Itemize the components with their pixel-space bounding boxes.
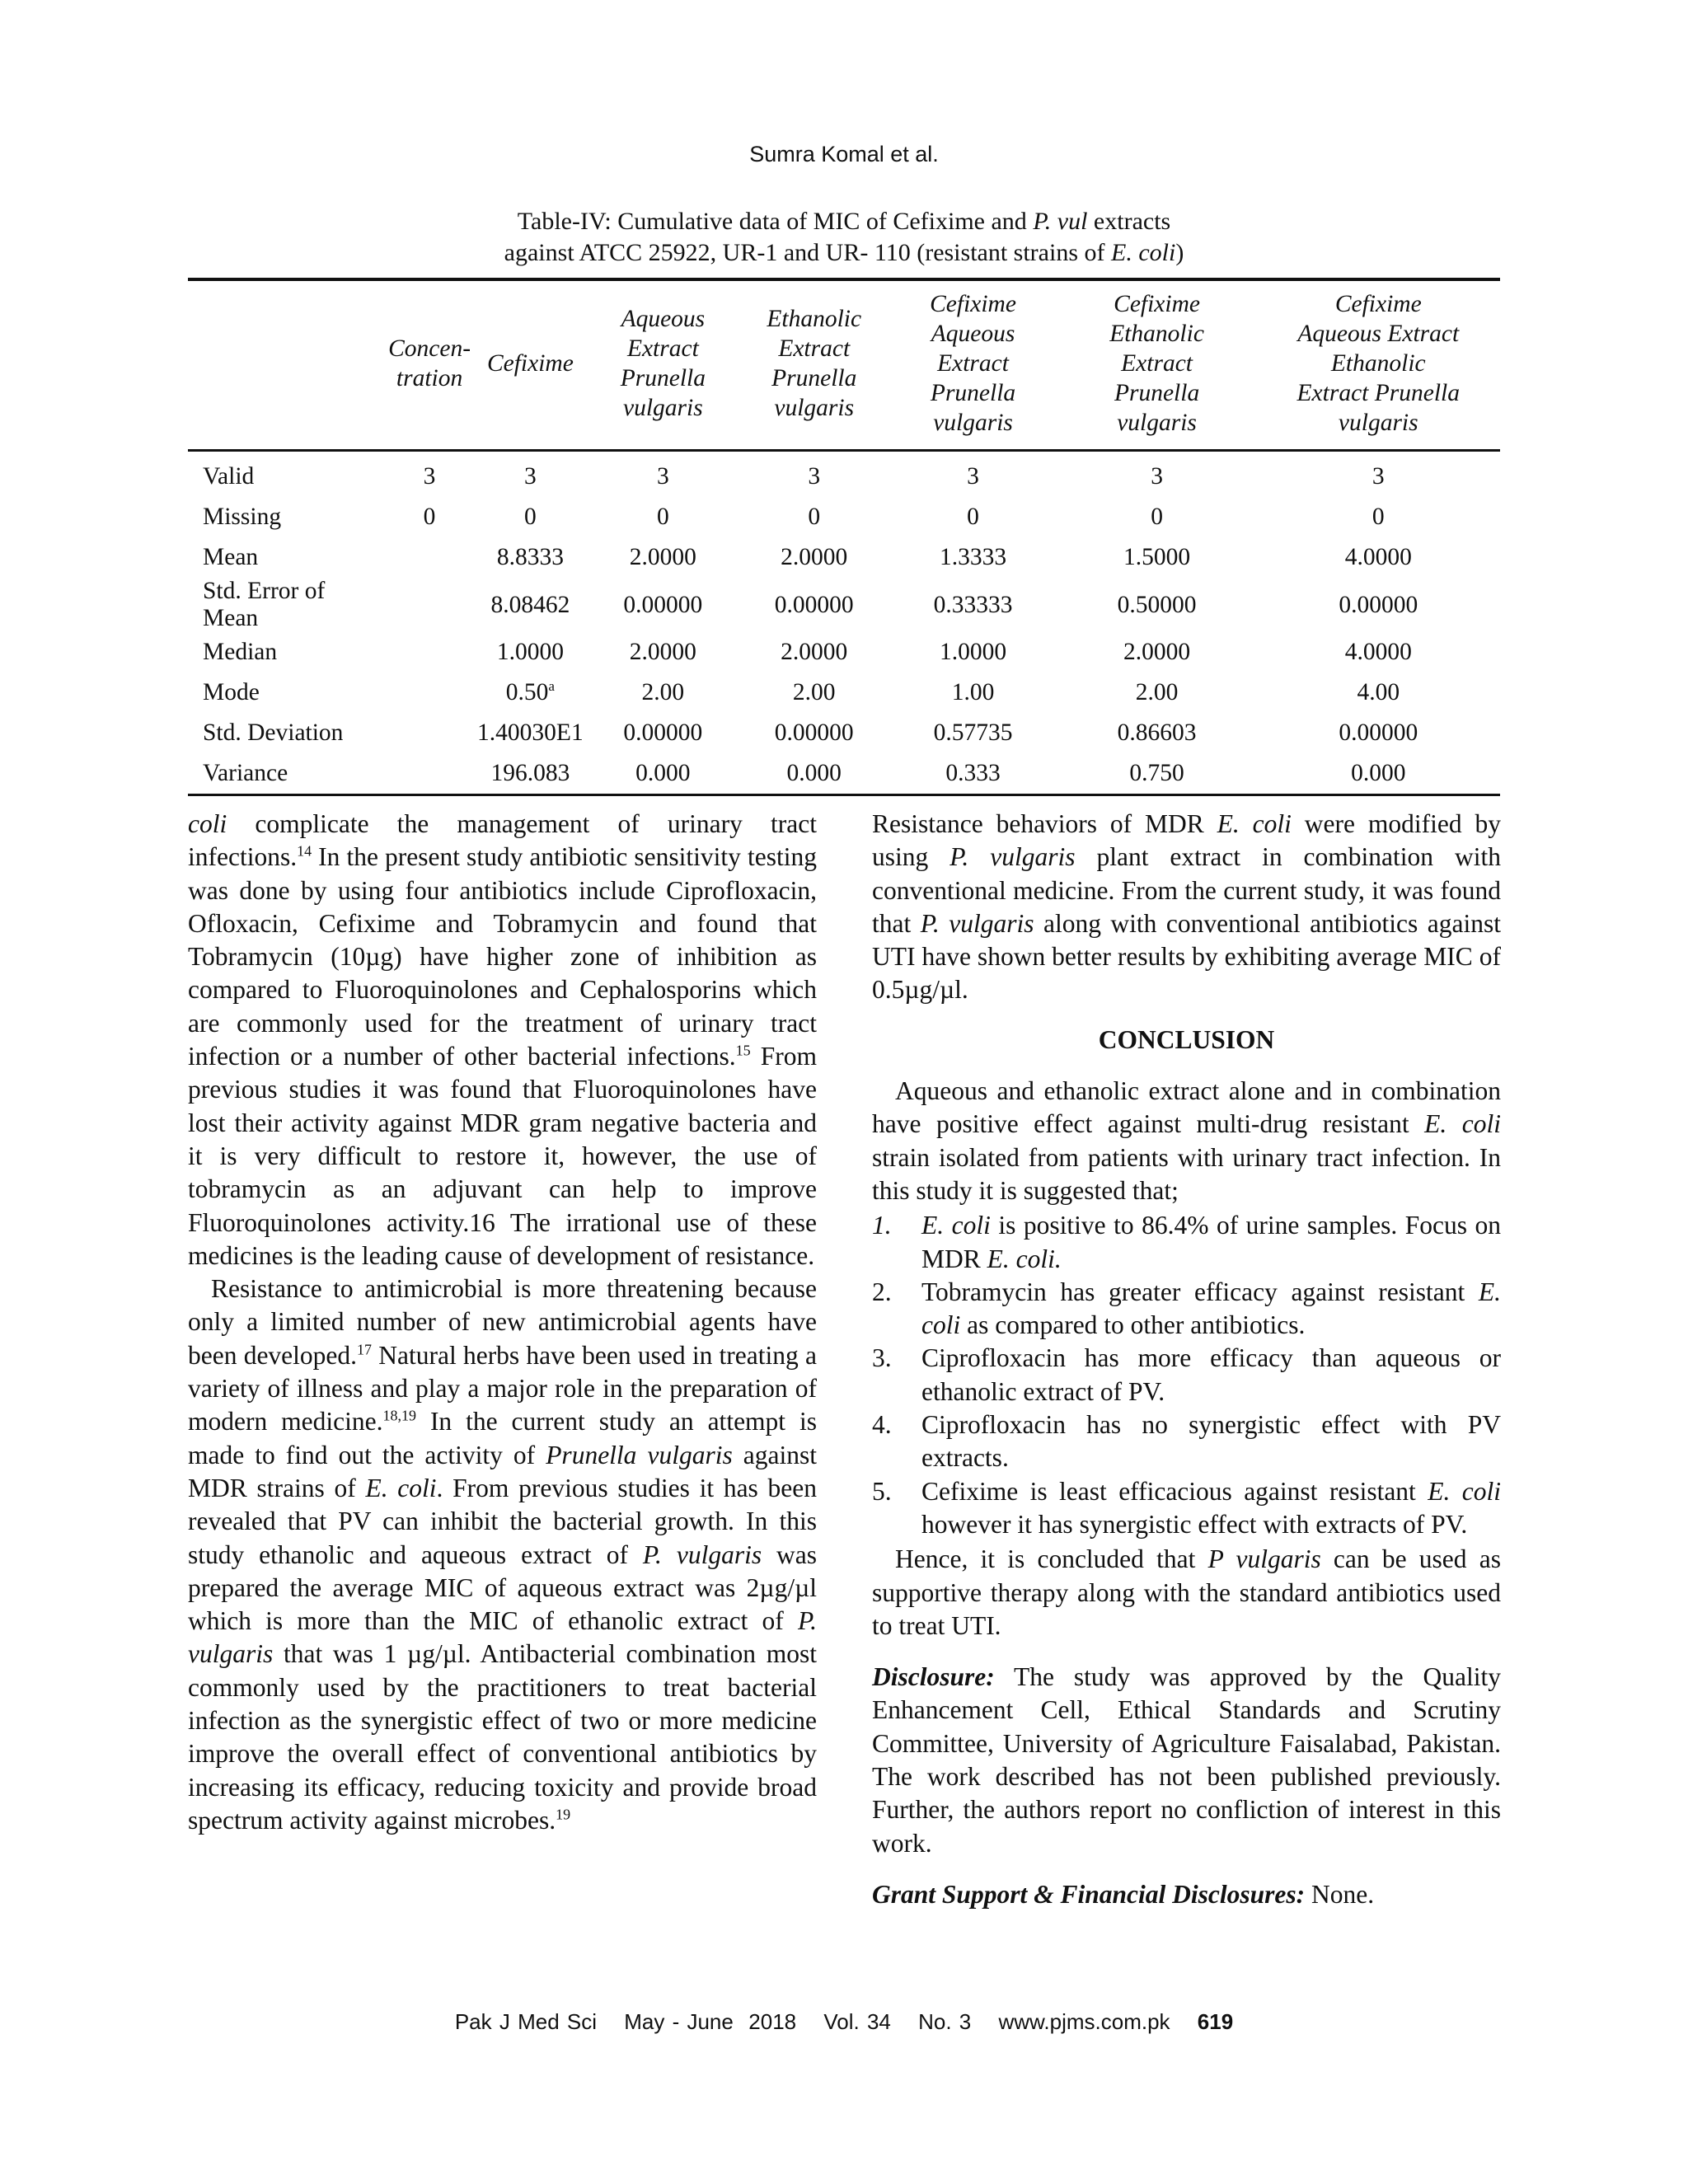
caption-species: P. vul [1033,208,1088,235]
table-cell: 0 [1372,504,1385,530]
table-cell: 0.333 [889,753,1057,795]
row-label: Valid [203,463,255,490]
table-cell: 2.00 [1135,679,1179,705]
table-cell: 1.0000 [496,639,564,665]
issue-number: No. 3 [918,2009,972,2034]
table-body [188,451,1500,795]
table-cell: 0 [808,504,821,530]
mic-statistics-table [188,278,1500,796]
table-row [188,753,1500,795]
row-label: Variance [188,753,385,795]
table-cell: 0.000 [1257,753,1500,795]
table-cell: 2.00 [792,679,836,705]
table-header-row [188,279,1500,451]
table-cell: 0 [524,504,537,530]
table-cell [385,753,474,795]
paragraph: Hence, it is concluded that P vulgaris can be used as supportive therapy along with the standard antibiotics used to treat UTI. [872,1544,1501,1640]
table-cell: 3 [967,463,979,490]
table-header-cell [188,279,385,451]
table-cell: 3 [423,463,436,490]
table-cell [385,537,474,578]
footnote-marker: a [548,678,555,695]
table-cell: 3 [656,463,669,490]
issue-date: May - June 2018 [624,2009,797,2034]
table-cell: 3 [808,463,821,490]
table-cell: 196.083 [474,753,587,795]
table-cell: 3 [524,463,537,490]
row-label: Mode [203,679,260,705]
table-row [188,578,1500,632]
journal-website[interactable]: www.pjms.com.pk [998,2009,1170,2034]
table-row [188,632,1500,673]
table-cell: 2.0000 [781,639,848,665]
citation: 19 [556,1806,571,1823]
table-cell: 0.000 [587,753,739,795]
table-cell: 0 [656,504,669,530]
left-text-column [188,808,817,1837]
caption-species: E. coli [1111,239,1176,266]
table-cell: 2.0000 [1123,639,1191,665]
table-header-cell: Cefixime Aqueous Extract Ethanolic Extract Prunella vulgaris [1257,279,1500,451]
table-cell: 0.33333 [933,591,1013,618]
table-cell: 1.3333 [939,544,1007,570]
table-cell: 0.00000 [774,719,854,746]
table-cell: 0.00000 [623,719,703,746]
table-header-cell: Cefixime Aqueous Extract Prunella vulgaris [889,279,1057,451]
table-cell: 3 [1372,463,1385,490]
table-header-cell: Aqueous Extract Prunella vulgaris [587,279,739,451]
row-label: Mean [203,544,259,570]
table-cell: 0.86603 [1117,719,1197,746]
table-cell: 0.00000 [623,591,703,618]
list-item: 2. Tobramycin has greater efficacy against resistant E. coli as compared to other antibiotics. [872,1277,1501,1340]
table-caption: Table-IV: Cumulative data of MIC of Cefixime and P. vul extracts against ATCC 25922, UR-1 and UR- 110 (resistant strains of E. coli) [504,208,1184,266]
table-row [188,537,1500,578]
list-item: 1. E. coli is positive to 86.4% of urine samples. Focus on MDR E. coli. [872,1211,1502,1273]
grant-statement: Grant Support & Financial Disclosures: None. [872,1879,1375,1909]
table-cell [385,578,474,632]
table-row [188,451,1500,498]
table-cell: 0.00000 [1339,591,1418,618]
citation: 14 [297,842,312,860]
table-cell: 3 [1151,463,1163,490]
table-header-cell: Cefixime [474,279,587,451]
citation: 17 [357,1341,373,1358]
row-label: Std. Deviation [203,719,344,746]
list-item: 3. Ciprofloxacin has more efficacy than aqueous or ethanolic extract of PV. [872,1343,1501,1406]
paragraph: Aqueous and ethanolic extract alone and in combination have positive effect against multi-drug resistant E. coli strain isolated from patients with urinary tract infection. In this study it is suggested that; [872,1076,1501,1205]
table-row [188,713,1500,753]
table-cell: 1.40030E1 [477,719,584,746]
table-cell: 0.50000 [1117,591,1197,618]
table-cell [385,632,474,673]
volume: Vol. 34 [823,2009,891,2034]
table-cell: 0.00000 [1339,719,1418,746]
table-cell: 4.0000 [1344,639,1412,665]
table-cell: 2.0000 [629,639,696,665]
table-cell: 2.0000 [781,544,848,570]
paragraph: Resistance behaviors of MDR E. coli were modified by using P. vulgaris plant extract in combination with conventional medicine. From the current study, it was found that P. vulgaris along with conventional antibiotics against UTI have shown better results by exhibiting average MIC of 0.5µg/µl. [872,809,1501,1005]
citation: 18,19 [382,1407,416,1424]
paragraph: Resistance to antimicrobial is more threatening because only a limited number of new antimicrobial agents have been developed.$^{17}$ Natural herbs have been used in treating a variety of illness and play a major role in the preparation of modern medicine.$^{18,19}$ In the current study an attempt is made to find out the activity of Prunella vulgaris against MDR strains of E. coli. From previous studies it has been revealed that PV can inhibit the bacterial growth. In this study ethanolic and aqueous extract of P. vulgaris was prepared the average MIC of aqueous extract was 2µg/µl which is more than the MIC of ethanolic extract of P. vulgaris that was 1 µg/µl. Antibacterial combination most commonly used by the practitioners to treat bacterial infection as the synergistic effect of two or more medicine improve the overall effect of conventional antibiotics by increasing its efficacy, reducing toxicity and provide broad spectrum activity against microbes.$^{19}$ [188,1274,818,1835]
section-heading-conclusion: CONCLUSION [1098,1024,1275,1054]
citation: 15 [735,1042,751,1059]
table-cell [385,713,474,753]
table-cell: 0 [423,504,436,530]
table-cell: 4.0000 [1344,544,1412,570]
right-text-column [872,808,1501,1911]
disclosure-statement: Disclosure: The study was approved by the Quality Enhancement Cell, Ethical Standards and Scrutiny Committee, University of Agriculture Faisalabad, Pakistan. The work described has not been published previously. Further, the authors report no confliction of interest in this work. [872,1662,1501,1858]
table-cell: 2.00 [641,679,685,705]
row-label: Std. Error of Mean [203,578,326,631]
table-cell: 0 [967,504,979,530]
table-cell: 2.0000 [629,544,696,570]
table-cell [385,673,474,713]
table-row [188,497,1500,537]
running-header: Sumra Komal et al. [749,142,939,166]
table-cell: 8.8333 [496,544,564,570]
page-footer [0,2009,1688,2035]
table-cell: 4.00 [1357,679,1400,705]
table-cell: 0.750 [1057,753,1257,795]
table-row [188,673,1500,713]
list-item: 5. Cefixime is least efficacious against resistant E. coli however it has synergistic effect with extracts of PV. [872,1476,1501,1539]
table-cell: 1.0000 [939,639,1007,665]
table-cell: 0.50$^a$ [505,678,555,705]
table-cell: 1.5000 [1123,544,1191,570]
list-item: 4. Ciprofloxacin has no synergistic effect with PV extracts. [872,1410,1501,1473]
table-cell: 0.000 [739,753,889,795]
table-header-cell: Ethanolic Extract Prunella vulgaris [739,279,889,451]
table-cell: 1.00 [951,679,995,705]
conclusion-list [872,1209,1501,1541]
row-label: Missing [203,504,282,530]
page-number: 619 [1197,2009,1234,2034]
table-cell: 8.08462 [490,591,570,618]
table-cell: 0.00000 [774,591,854,618]
table-cell: 0 [1151,504,1163,530]
table-header-cell: Cefixime Ethanolic Extract Prunella vulgaris [1057,279,1257,451]
table-header-cell: Concen- tration [385,279,474,451]
row-label: Median [203,639,278,665]
table-cell: 0.57735 [933,719,1013,746]
journal-name: Pak J Med Sci [454,2009,597,2034]
paragraph: coli complicate the management of urinary tract infections.$^{14}$ In the present study antibiotic sensitivity testing was done by using four antibiotics include Ciprofloxacin, Ofloxacin, Cefixime and Tobramycin and found that Tobramycin (10µg) have higher zone of inhibition as compared to Fluoroquinolones and Cephalosporins which are commonly used for the treatment of urinary tract infection or a number of other bacterial infections.$^{15}$ From previous studies it was found that Fluoroquinolones have lost their activity against MDR gram negative bacteria and it is very difficult to restore it, however, the use of tobramycin as an adjuvant can help to improve Fluoroquinolones activity.16 The irrational use of these medicines is the leading cause of development of resistance. [188,809,818,1270]
